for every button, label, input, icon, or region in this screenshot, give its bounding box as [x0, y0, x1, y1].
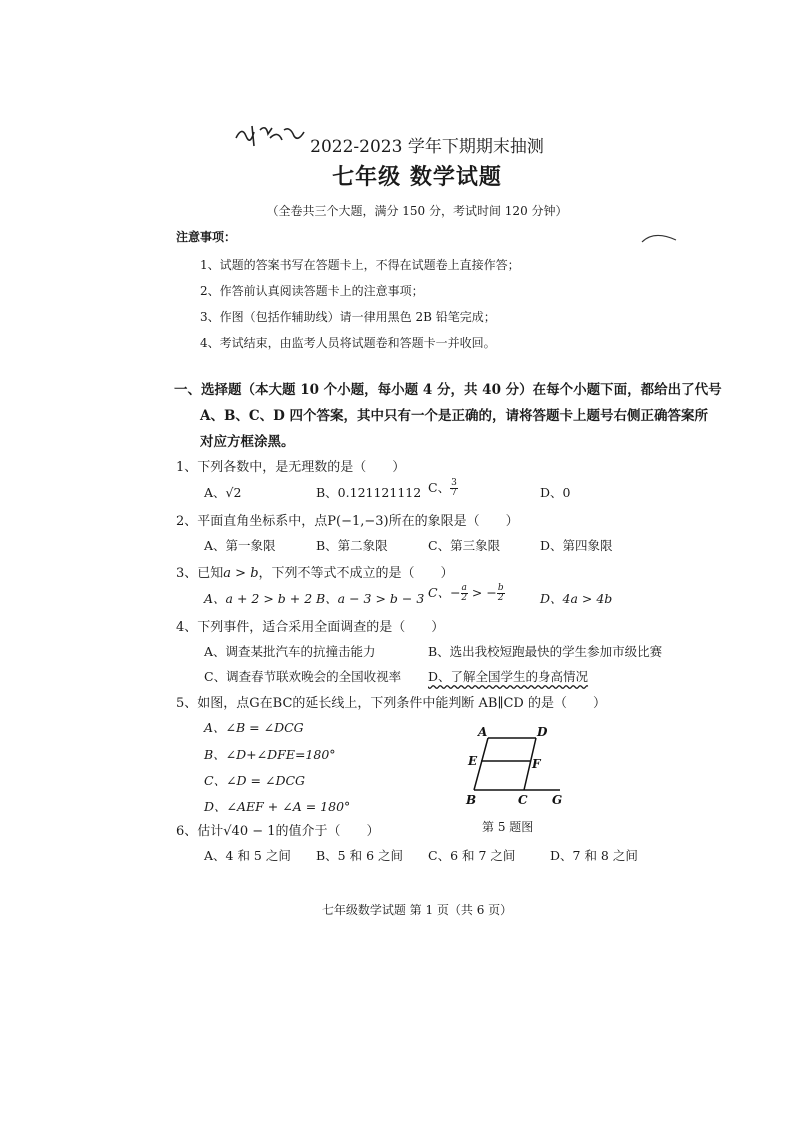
q5-option-a: A、∠B = ∠DCG: [204, 720, 304, 735]
q2-option-d: D、第四象限: [540, 538, 613, 553]
label-a: A: [478, 725, 488, 739]
q1-option-c: C、 $\frac{3}{7}$: [428, 478, 457, 498]
q6-stem: 6、估计√40 − 1的值介于（ ）: [176, 824, 380, 839]
q6-option-c: C、6 和 7 之间: [428, 848, 516, 863]
label-d: D: [537, 725, 548, 739]
label-c: C: [518, 793, 528, 807]
page-footer: 七年级数学试题 第 1 页（共 6 页）: [321, 903, 513, 917]
q1-stem: 1、下列各数中，是无理数的是（ ）: [176, 460, 406, 475]
q5-option-b: B、∠D+∠DFE=180°: [204, 747, 336, 762]
q4-option-d: D、了解全国学生的身高情况: [428, 669, 589, 684]
year-title: 2022-2023 学年下期期末抽测: [310, 137, 544, 157]
exam-subtitle: （全卷共三个大题，满分 150 分，考试时间 120 分钟）: [266, 204, 568, 218]
notice-item-2: 2、作答前认真阅读答题卡上的注意事项；: [200, 284, 424, 298]
q5-figure: [460, 724, 580, 814]
section1-line2: A、B、C、D 四个答案，其中只有一个是正确的，请将答题卡上题号右侧正确答案所: [200, 408, 709, 424]
q2-option-c: C、第三象限: [428, 538, 501, 553]
q3-option-b: B、a − 3 > b − 3: [316, 591, 425, 606]
notice-item-3: 3、作图（包括作辅助线）请一律用黑色 2B 铅笔完成；: [200, 310, 496, 324]
q1-option-b: B、0.121121112: [316, 485, 422, 500]
q4-option-b: B、选出我校短跑最快的学生参加市级比赛: [428, 644, 663, 659]
exam-title: 七年级 数学试题: [332, 164, 502, 190]
stray-mark: [640, 232, 680, 246]
q2-option-a: A、第一象限: [204, 538, 276, 553]
q5-stem: 5、如图，点G在BC的延长线上，下列条件中能判断 AB∥CD 的是（ ）: [176, 696, 606, 711]
figure-caption: 第 5 题图: [482, 820, 534, 834]
q4-option-c: C、调查春节联欢晚会的全国收视率: [204, 669, 402, 684]
q6-option-a: A、4 和 5 之间: [204, 848, 291, 863]
label-f: F: [532, 757, 541, 771]
section1-line3: 对应方框涂黑。: [200, 434, 295, 450]
q5-option-d: D、∠AEF + ∠A = 180°: [204, 799, 351, 814]
q4-stem: 4、下列事件，适合采用全面调查的是（ ）: [176, 620, 445, 635]
notice-item-4: 4、考试结束，由监考人员将试题卷和答题卡一并收回。: [200, 336, 496, 350]
section1-line1: 一、选择题（本大题 10 个小题，每小题 4 分，共 40 分）在每个小题下面，都给出了代号: [174, 382, 722, 398]
notice-item-1: 1、试题的答案书写在答题卡上，不得在试题卷上直接作答；: [200, 258, 520, 272]
q3-stem: 3、已知a > b，下列不等式不成立的是（ ）: [176, 566, 454, 581]
notice-heading: 注意事项：: [176, 230, 237, 244]
q1-option-d: D、0: [540, 485, 571, 500]
label-b: B: [466, 793, 477, 807]
q3-option-d: D、4a > 4b: [540, 591, 613, 606]
label-g: G: [552, 793, 563, 807]
q1-option-a: A、√2: [204, 485, 242, 500]
q4-option-a: A、调查某批汽车的抗撞击能力: [204, 644, 376, 659]
q6-option-d: D、7 和 8 之间: [550, 848, 638, 863]
q2-stem: 2、平面直角坐标系中，点P(−1,−3)所在的象限是（ ）: [176, 514, 519, 529]
label-e: E: [468, 754, 478, 768]
q2-option-b: B、第二象限: [316, 538, 388, 553]
q3-option-a: A、a + 2 > b + 2: [204, 591, 313, 606]
q6-option-b: B、5 和 6 之间: [316, 848, 404, 863]
q3-option-c: C、− $\frac{a}{2}$ > − $\frac{b}{2}$: [428, 583, 504, 603]
q5-option-c: C、∠D = ∠DCG: [204, 773, 306, 788]
